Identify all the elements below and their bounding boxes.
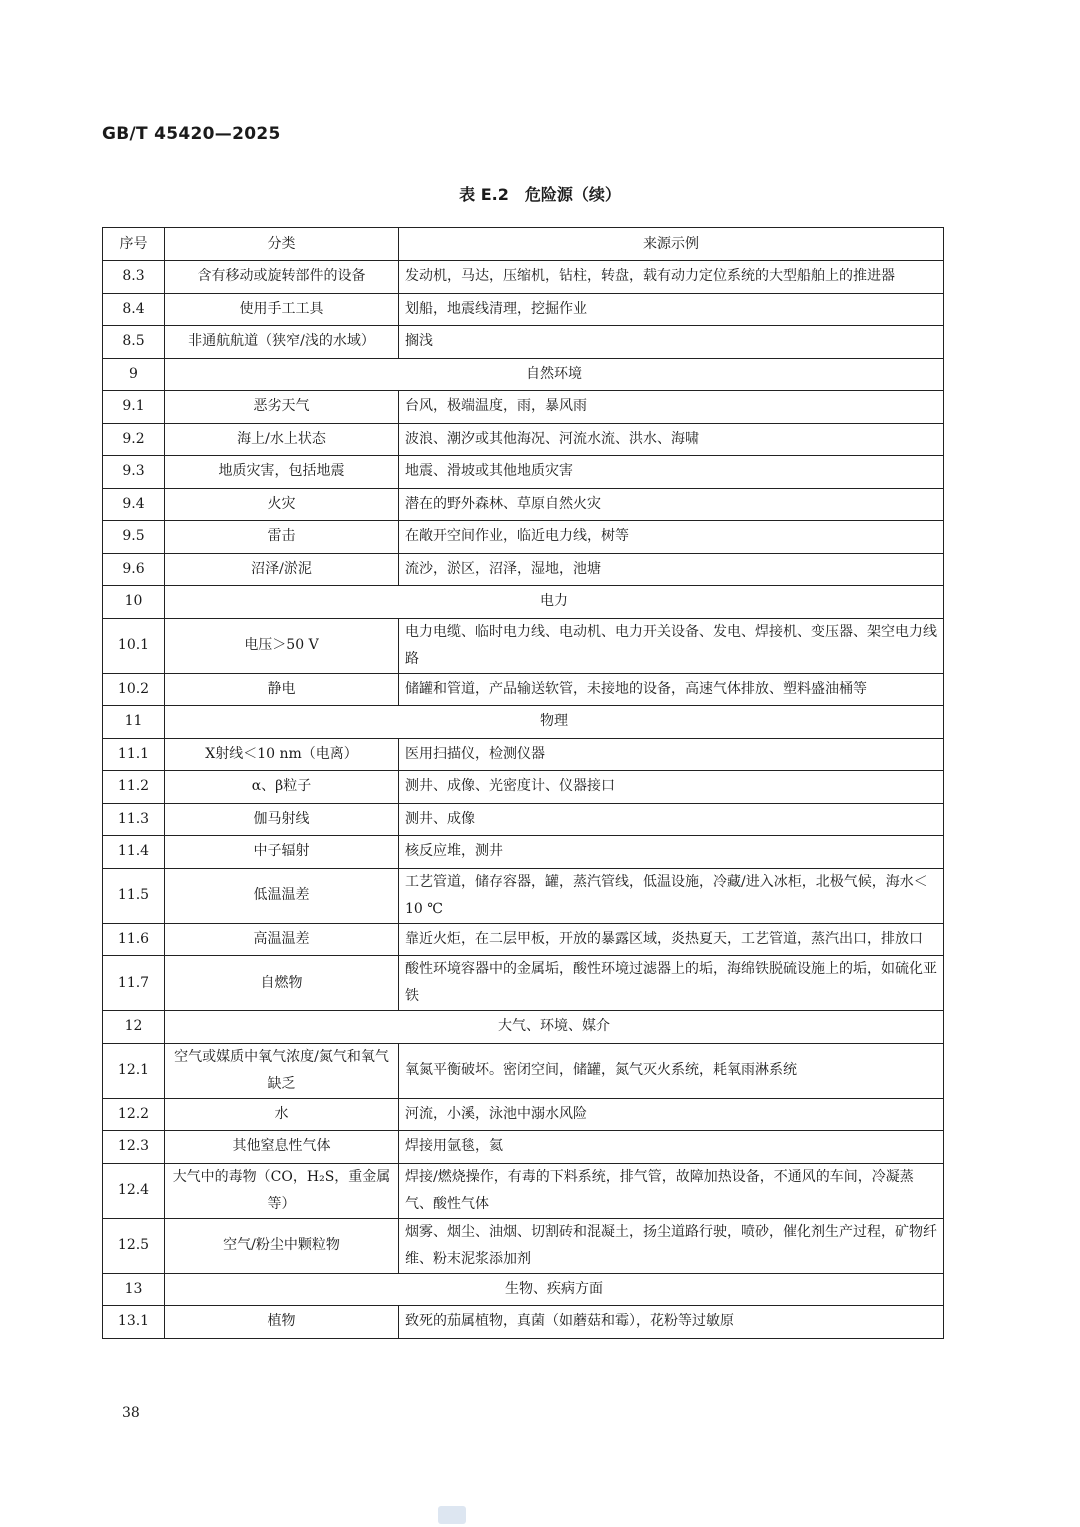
row-number: 11.6: [103, 923, 165, 956]
category-cell: 空气或媒质中氧气浓度/氮气和氧气缺乏: [165, 1043, 399, 1098]
row-number: 8.4: [103, 293, 165, 326]
row-number: 12: [103, 1011, 165, 1044]
category-cell: 火灾: [165, 488, 399, 521]
table-group-row: [103, 1011, 944, 1044]
table-header-row: [103, 228, 944, 261]
row-number: 8.5: [103, 326, 165, 359]
category-cell: 地质灾害，包括地震: [165, 456, 399, 489]
row-number: 12.1: [103, 1043, 165, 1098]
table-row: [103, 456, 944, 489]
group-title: 物理: [165, 706, 944, 739]
group-title: 大气、环境、媒介: [165, 1011, 944, 1044]
source-examples-cell: 潜在的野外森林、草原自然火灾: [399, 488, 944, 521]
table-row: [103, 771, 944, 804]
row-number: 9.4: [103, 488, 165, 521]
source-examples-cell: 流沙，淤区，沼泽，湿地，池塘: [399, 553, 944, 586]
table-row: [103, 1131, 944, 1164]
source-examples-cell: 焊接/燃烧操作，有毒的下料系统，排气管，故障加热设备，不通风的车间，冷凝蒸气、酸性气体: [399, 1163, 944, 1218]
source-examples-cell: 工艺管道，储存容器，罐，蒸汽管线，低温设施，冷藏/进入冰柜，北极气候，海水＜10 ℃: [399, 868, 944, 923]
table-row: [103, 391, 944, 424]
source-examples-cell: 搁浅: [399, 326, 944, 359]
row-number: 11.2: [103, 771, 165, 804]
category-cell: 其他窒息性气体: [165, 1131, 399, 1164]
row-number: 11.1: [103, 738, 165, 771]
table-group-row: [103, 358, 944, 391]
source-examples-cell: 发动机，马达，压缩机，钻柱，转盘，载有动力定位系统的大型船舶上的推进器: [399, 261, 944, 294]
category-cell: 雷击: [165, 521, 399, 554]
category-cell: 伽马射线: [165, 803, 399, 836]
category-cell: 水: [165, 1098, 399, 1131]
table-row: [103, 868, 944, 923]
category-cell: 电压＞50 V: [165, 618, 399, 673]
group-title: 自然环境: [165, 358, 944, 391]
source-examples-cell: 储罐和管道，产品输送软管，未接地的设备，高速气体排放、塑料盛油桶等: [399, 673, 944, 706]
source-examples-cell: 测井、成像、光密度计、仪器接口: [399, 771, 944, 804]
table-row: [103, 423, 944, 456]
source-examples-cell: 台风，极端温度，雨，暴风雨: [399, 391, 944, 424]
row-number: 9.1: [103, 391, 165, 424]
category-cell: 使用手工工具: [165, 293, 399, 326]
table-row: [103, 553, 944, 586]
source-examples-cell: 核反应堆，测井: [399, 836, 944, 869]
row-number: 8.3: [103, 261, 165, 294]
row-number: 9.3: [103, 456, 165, 489]
standard-code: GB/T 45420—2025: [102, 124, 281, 144]
column-header-category: 分类: [165, 228, 399, 261]
table-row: [103, 1098, 944, 1131]
table-row: [103, 261, 944, 294]
source-examples-cell: 河流，小溪，泳池中溺水风险: [399, 1098, 944, 1131]
table-row: [103, 521, 944, 554]
row-number: 12.5: [103, 1218, 165, 1273]
source-examples-cell: 测井、成像: [399, 803, 944, 836]
table-group-row: [103, 1273, 944, 1306]
table-row: [103, 488, 944, 521]
row-number: 11.4: [103, 836, 165, 869]
table-row: [103, 803, 944, 836]
category-cell: 低温温差: [165, 868, 399, 923]
category-cell: α、β粒子: [165, 771, 399, 804]
table-row: [103, 956, 944, 1011]
row-number: 9.2: [103, 423, 165, 456]
table-row: [103, 293, 944, 326]
source-examples-cell: 致死的茄属植物，真菌（如蘑菇和霉），花粉等过敏原: [399, 1306, 944, 1339]
category-cell: 自燃物: [165, 956, 399, 1011]
table-group-row: [103, 706, 944, 739]
category-cell: 非通航航道（狭窄/浅的水域）: [165, 326, 399, 359]
row-number: 9: [103, 358, 165, 391]
row-number: 11: [103, 706, 165, 739]
category-cell: 静电: [165, 673, 399, 706]
row-number: 10: [103, 586, 165, 619]
row-number: 12.2: [103, 1098, 165, 1131]
source-examples-cell: 地震、滑坡或其他地质灾害: [399, 456, 944, 489]
row-number: 10.1: [103, 618, 165, 673]
row-number: 11.5: [103, 868, 165, 923]
row-number: 13: [103, 1273, 165, 1306]
column-header-source-examples: 来源示例: [399, 228, 944, 261]
category-cell: X射线＜10 nm（电离）: [165, 738, 399, 771]
row-number: 12.3: [103, 1131, 165, 1164]
source-examples-cell: 氧氮平衡破坏。密闭空间，储罐，氮气灭火系统，耗氧雨淋系统: [399, 1043, 944, 1098]
table-row: [103, 326, 944, 359]
table-row: [103, 836, 944, 869]
column-header-number: 序号: [103, 228, 165, 261]
table-row: [103, 673, 944, 706]
category-cell: 沼泽/淤泥: [165, 553, 399, 586]
source-examples-cell: 划船，地震线清理，挖掘作业: [399, 293, 944, 326]
category-cell: 高温温差: [165, 923, 399, 956]
row-number: 11.3: [103, 803, 165, 836]
source-examples-cell: 医用扫描仪，检测仪器: [399, 738, 944, 771]
table-row: [103, 738, 944, 771]
source-examples-cell: 电力电缆、临时电力线、电动机、电力开关设备、发电、焊接机、变压器、架空电力线路: [399, 618, 944, 673]
row-number: 12.4: [103, 1163, 165, 1218]
table-row: [103, 1306, 944, 1339]
table-row: [103, 923, 944, 956]
category-cell: 含有移动或旋转部件的设备: [165, 261, 399, 294]
row-number: 13.1: [103, 1306, 165, 1339]
source-examples-cell: 焊接用氩毯，氦: [399, 1131, 944, 1164]
row-number: 11.7: [103, 956, 165, 1011]
table-row: [103, 1163, 944, 1218]
source-examples-cell: 酸性环境容器中的金属垢，酸性环境过滤器上的垢，海绵铁脱硫设施上的垢，如硫化亚铁: [399, 956, 944, 1011]
hazard-table: [102, 227, 944, 1339]
table-row: [103, 1218, 944, 1273]
table-group-row: [103, 586, 944, 619]
group-title: 电力: [165, 586, 944, 619]
category-cell: 植物: [165, 1306, 399, 1339]
row-number: 10.2: [103, 673, 165, 706]
row-number: 9.5: [103, 521, 165, 554]
sac-watermark-logo: [438, 1506, 466, 1524]
source-examples-cell: 波浪、潮汐或其他海况、河流水流、洪水、海啸: [399, 423, 944, 456]
table-row: [103, 618, 944, 673]
table-body: [103, 261, 944, 1339]
row-number: 9.6: [103, 553, 165, 586]
source-examples-cell: 靠近火炬，在二层甲板，开放的暴露区域，炎热夏天，工艺管道，蒸汽出口，排放口: [399, 923, 944, 956]
category-cell: 中子辐射: [165, 836, 399, 869]
source-examples-cell: 烟雾、烟尘、油烟、切割砖和混凝土，扬尘道路行驶，喷砂，催化剂生产过程，矿物纤维、粉末泥浆添加剂: [399, 1218, 944, 1273]
table-row: [103, 1043, 944, 1098]
category-cell: 海上/水上状态: [165, 423, 399, 456]
source-examples-cell: 在敞开空间作业，临近电力线，树等: [399, 521, 944, 554]
page-number: 38: [122, 1405, 140, 1421]
table-caption: 表 E.2 危险源（续）: [459, 185, 621, 204]
category-cell: 大气中的毒物（CO，H₂S，重金属等）: [165, 1163, 399, 1218]
group-title: 生物、疾病方面: [165, 1273, 944, 1306]
category-cell: 空气/粉尘中颗粒物: [165, 1218, 399, 1273]
category-cell: 恶劣天气: [165, 391, 399, 424]
